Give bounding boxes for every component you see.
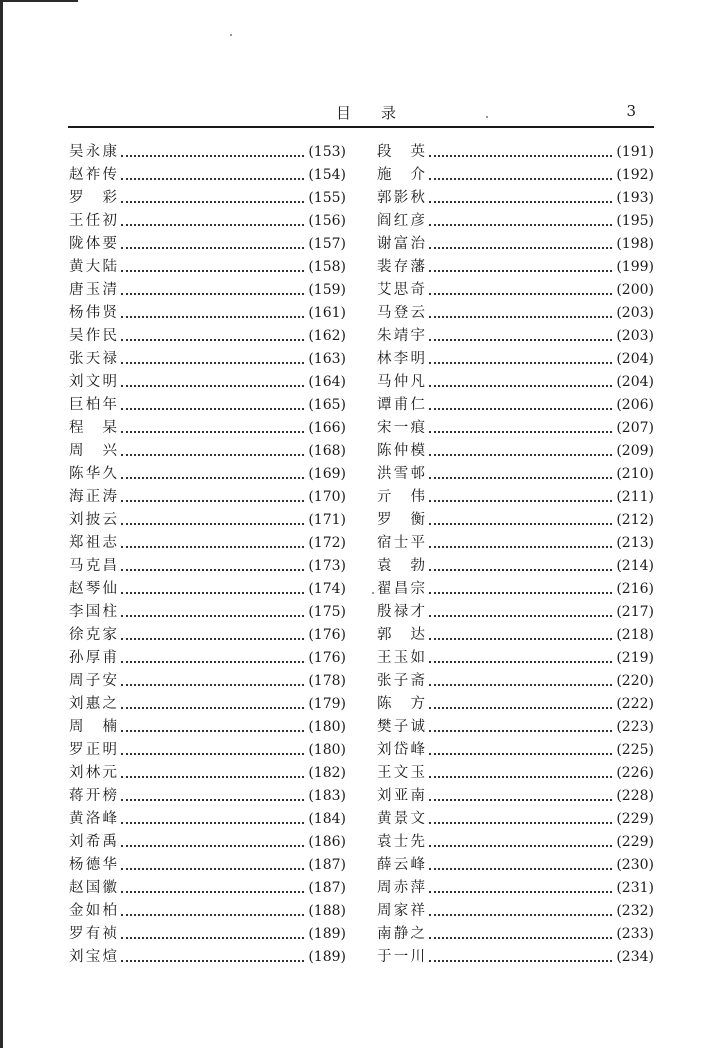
toc-entry-page: (164) — [308, 374, 346, 390]
dot-leader — [121, 155, 304, 157]
toc-entry-name: 艾思奇 — [377, 282, 425, 298]
toc-entry-name: 程杲 — [69, 420, 117, 436]
toc-entry[interactable] — [69, 693, 346, 716]
toc-entry-page: (173) — [308, 558, 346, 574]
dot-leader — [121, 385, 304, 387]
toc-entry-name: 陈方 — [377, 696, 425, 712]
toc-entry-page: (229) — [616, 834, 654, 850]
toc-entry-page: (176) — [308, 627, 346, 643]
toc-entry[interactable] — [69, 785, 346, 808]
page-number: 3 — [626, 102, 636, 120]
toc-entry[interactable] — [377, 923, 654, 946]
dot-leader — [121, 960, 304, 962]
scan-speck — [230, 34, 232, 36]
toc-entry-page: (186) — [308, 834, 346, 850]
toc-entry-name: 阎红彦 — [377, 213, 425, 229]
page-title: 目录 — [336, 104, 427, 122]
toc-entry[interactable] — [377, 670, 654, 693]
toc-entry-page: (216) — [616, 581, 654, 597]
toc-entry-page: (189) — [308, 926, 346, 942]
toc-entry[interactable] — [69, 486, 346, 509]
toc-entry-page: (200) — [616, 282, 654, 298]
toc-entry-page: (154) — [308, 167, 346, 183]
dot-leader — [121, 477, 304, 479]
dot-leader — [429, 569, 612, 571]
scan-speck — [372, 592, 374, 594]
toc-entry-name: 谭甫仁 — [377, 397, 425, 413]
toc-entry-page: (229) — [616, 811, 654, 827]
toc-entry[interactable] — [377, 854, 654, 877]
toc-entry-name: 吴作民 — [69, 328, 117, 344]
toc-entry-name: 吴永康 — [69, 144, 117, 160]
toc-entry-page: (195) — [616, 213, 654, 229]
dot-leader — [121, 868, 304, 870]
toc-entry-name: 周兴 — [69, 443, 117, 459]
dot-leader — [429, 293, 612, 295]
toc-entry[interactable] — [377, 256, 654, 279]
dot-leader — [429, 385, 612, 387]
toc-entry-name: 陇体要 — [69, 236, 117, 252]
toc-entry-page: (214) — [616, 558, 654, 574]
toc-entry[interactable] — [69, 141, 346, 164]
toc-entry-name: 刘文明 — [69, 374, 117, 390]
toc-entry-name: 王任初 — [69, 213, 117, 229]
toc-entry[interactable] — [377, 187, 654, 210]
toc-entry[interactable] — [69, 532, 346, 555]
toc-entry-page: (158) — [308, 259, 346, 275]
dot-leader — [429, 592, 612, 594]
toc-entry[interactable] — [377, 739, 654, 762]
toc-left-column — [69, 141, 346, 969]
toc-entry[interactable] — [377, 624, 654, 647]
toc-entry-page: (203) — [616, 328, 654, 344]
toc-entry[interactable] — [377, 164, 654, 187]
toc-entry-page: (213) — [616, 535, 654, 551]
toc-entry-name: 罗有祯 — [69, 926, 117, 942]
toc-entry-name: 袁勃 — [377, 558, 425, 574]
dot-leader — [429, 776, 612, 778]
dot-leader — [121, 408, 304, 410]
toc-entry-name: 马登云 — [377, 305, 425, 321]
toc-entry[interactable] — [69, 279, 346, 302]
toc-entry-name: 蒋开榜 — [69, 788, 117, 804]
toc-entry-page: (187) — [308, 857, 346, 873]
toc-entry[interactable] — [377, 210, 654, 233]
toc-entry-page: (178) — [308, 673, 346, 689]
dot-leader — [121, 523, 304, 525]
toc-entry[interactable] — [377, 762, 654, 785]
toc-entry-name: 刘希禹 — [69, 834, 117, 850]
toc-entry[interactable] — [377, 486, 654, 509]
toc-entry-page: (220) — [616, 673, 654, 689]
dot-leader — [429, 707, 612, 709]
toc-entry-name: 巨柏年 — [69, 397, 117, 413]
toc-entry[interactable] — [377, 509, 654, 532]
toc-entry-name: 周子安 — [69, 673, 117, 689]
toc-entry[interactable] — [69, 624, 346, 647]
toc-entry-name: 张子斋 — [377, 673, 425, 689]
toc-entry-page: (189) — [308, 949, 346, 965]
toc-entry-name: 刘惠之 — [69, 696, 117, 712]
dot-leader — [429, 224, 612, 226]
toc-entry-page: (169) — [308, 466, 346, 482]
toc-entry-name: 于一川 — [377, 949, 425, 965]
toc-entry[interactable] — [69, 900, 346, 923]
toc-entry-name: 唐玉清 — [69, 282, 117, 298]
toc-entry-page: (233) — [616, 926, 654, 942]
toc-entry-page: (179) — [308, 696, 346, 712]
toc-entry-name: 薛云峰 — [377, 857, 425, 873]
dot-leader — [121, 799, 304, 801]
toc-entry-name: 袁士先 — [377, 834, 425, 850]
toc-entry[interactable] — [377, 371, 654, 394]
toc-entry[interactable] — [69, 325, 346, 348]
toc-entry[interactable] — [69, 302, 346, 325]
dot-leader — [429, 523, 612, 525]
toc-entry-name: 周楠 — [69, 719, 117, 735]
toc-entry-page: (163) — [308, 351, 346, 367]
toc-entry-page: (183) — [308, 788, 346, 804]
toc-entry-name: 黄大陆 — [69, 259, 117, 275]
dot-leader — [121, 753, 304, 755]
toc-entry-page: (234) — [616, 949, 654, 965]
dot-leader — [429, 500, 612, 502]
toc-entry[interactable] — [377, 463, 654, 486]
toc-entry-name: 周赤萍 — [377, 880, 425, 896]
toc-entry-name: 殷禄才 — [377, 604, 425, 620]
toc-entry-name: 黄景文 — [377, 811, 425, 827]
dot-leader — [121, 500, 304, 502]
toc-entry[interactable] — [377, 233, 654, 256]
toc-entry[interactable] — [69, 601, 346, 624]
toc-entry[interactable] — [377, 394, 654, 417]
toc-entry-name: 赵祚传 — [69, 167, 117, 183]
toc-entry-name: 裴存藩 — [377, 259, 425, 275]
toc-entry-page: (184) — [308, 811, 346, 827]
toc-entry-page: (211) — [616, 489, 654, 505]
toc-entry-name: 段英 — [377, 144, 425, 160]
toc-entry-name: 徐克家 — [69, 627, 117, 643]
toc-entry-page: (166) — [308, 420, 346, 436]
dot-leader — [429, 615, 612, 617]
toc-entry-name: 朱靖宇 — [377, 328, 425, 344]
dot-leader — [429, 155, 612, 157]
toc-entry-page: (203) — [616, 305, 654, 321]
dot-leader — [121, 569, 304, 571]
toc-entry-name: 杨德华 — [69, 857, 117, 873]
toc-entry-name: 洪雪邨 — [377, 466, 425, 482]
toc-entry-page: (159) — [308, 282, 346, 298]
toc-entry-name: 林李明 — [377, 351, 425, 367]
page-header — [68, 100, 654, 126]
toc-entry[interactable] — [69, 256, 346, 279]
toc-entry-name: 杨伟贤 — [69, 305, 117, 321]
toc-entry-page: (187) — [308, 880, 346, 896]
toc-entry-page: (162) — [308, 328, 346, 344]
toc-entry-name: 谢富治 — [377, 236, 425, 252]
dot-leader — [121, 270, 304, 272]
toc-entry[interactable] — [377, 877, 654, 900]
dot-leader — [121, 707, 304, 709]
toc-entry[interactable] — [377, 279, 654, 302]
toc-entry-page: (193) — [616, 190, 654, 206]
toc-entry-name: 罗衡 — [377, 512, 425, 528]
toc-entry[interactable] — [69, 440, 346, 463]
toc-entry-name: 刘宝煊 — [69, 949, 117, 965]
dot-leader — [121, 454, 304, 456]
toc-entry[interactable] — [69, 578, 346, 601]
toc-entry-page: (156) — [308, 213, 346, 229]
dot-leader — [429, 730, 612, 732]
toc-entry-name: 王玉如 — [377, 650, 425, 666]
dot-leader — [429, 845, 612, 847]
dot-leader — [429, 247, 612, 249]
dot-leader — [121, 684, 304, 686]
toc-entry-page: (171) — [308, 512, 346, 528]
toc-entry-name: 宿士平 — [377, 535, 425, 551]
toc-entry[interactable] — [69, 555, 346, 578]
toc-entry[interactable] — [377, 440, 654, 463]
toc-entry-name: 孙厚甫 — [69, 650, 117, 666]
toc-entry-name: 王文玉 — [377, 765, 425, 781]
toc-entry-page: (168) — [308, 443, 346, 459]
dot-leader — [429, 201, 612, 203]
dot-leader — [121, 615, 304, 617]
dot-leader — [121, 937, 304, 939]
dot-leader — [121, 247, 304, 249]
toc-entry-name: 陈华久 — [69, 466, 117, 482]
toc-entry[interactable] — [377, 141, 654, 164]
toc-entry-name: 刘披云 — [69, 512, 117, 528]
toc-entry[interactable] — [69, 509, 346, 532]
toc-entry-page: (209) — [616, 443, 654, 459]
dot-leader — [121, 822, 304, 824]
toc-entry-page: (170) — [308, 489, 346, 505]
dot-leader — [121, 776, 304, 778]
toc-entry-name: 施介 — [377, 167, 425, 183]
toc-entry[interactable] — [69, 210, 346, 233]
toc-entry-name: 刘林元 — [69, 765, 117, 781]
dot-leader — [429, 753, 612, 755]
toc-entry-page: (198) — [616, 236, 654, 252]
toc-entry[interactable] — [69, 417, 346, 440]
toc-entry-page: (182) — [308, 765, 346, 781]
dot-leader — [429, 316, 612, 318]
toc-entry[interactable] — [69, 233, 346, 256]
toc-entry[interactable] — [377, 578, 654, 601]
dot-leader — [429, 362, 612, 364]
toc-entry-name: 罗彩 — [69, 190, 117, 206]
toc-entry-page: (206) — [616, 397, 654, 413]
toc-entry-name: 张天禄 — [69, 351, 117, 367]
header-rule — [68, 126, 654, 128]
dot-leader — [121, 293, 304, 295]
toc-entry-name: 周家祥 — [377, 903, 425, 919]
toc-entry-page: (223) — [616, 719, 654, 735]
toc-entry-page: (210) — [616, 466, 654, 482]
dot-leader — [121, 316, 304, 318]
toc-entry-page: (217) — [616, 604, 654, 620]
toc-entry-name: 郑祖志 — [69, 535, 117, 551]
dot-leader — [121, 362, 304, 364]
toc-entry-page: (176) — [308, 650, 346, 666]
toc-entry[interactable] — [377, 831, 654, 854]
dot-leader — [429, 408, 612, 410]
dot-leader — [429, 339, 612, 341]
toc-entry[interactable] — [377, 302, 654, 325]
toc-entry[interactable] — [69, 946, 346, 969]
toc-entry[interactable] — [377, 716, 654, 739]
toc-entry-name: 郭达 — [377, 627, 425, 643]
dot-leader — [429, 960, 612, 962]
toc-entry-page: (225) — [616, 742, 654, 758]
toc-entry-page: (199) — [616, 259, 654, 275]
toc-entry-page: (207) — [616, 420, 654, 436]
toc-entry-page: (174) — [308, 581, 346, 597]
toc-entry-page: (180) — [308, 742, 346, 758]
dot-leader — [121, 638, 304, 640]
toc-entry-name: 海正涛 — [69, 489, 117, 505]
toc-entry-page: (180) — [308, 719, 346, 735]
dot-leader — [121, 730, 304, 732]
toc-entry-name: 马仲凡 — [377, 374, 425, 390]
toc-entry-page: (172) — [308, 535, 346, 551]
dot-leader — [121, 339, 304, 341]
dot-leader — [121, 914, 304, 916]
toc-entry[interactable] — [69, 348, 346, 371]
toc-entry-page: (230) — [616, 857, 654, 873]
dot-leader — [429, 454, 612, 456]
toc-entry-page: (219) — [616, 650, 654, 666]
toc-entry-name: 刘岱峰 — [377, 742, 425, 758]
page-corner-shadow — [0, 0, 78, 2]
toc-entry-page: (204) — [616, 351, 654, 367]
toc-right-column — [377, 141, 654, 969]
toc-entry[interactable] — [69, 808, 346, 831]
dot-leader — [429, 868, 612, 870]
toc-entry-page: (175) — [308, 604, 346, 620]
dot-leader — [121, 845, 304, 847]
toc-entry[interactable] — [377, 900, 654, 923]
toc-entry-page: (226) — [616, 765, 654, 781]
toc-entry[interactable] — [69, 371, 346, 394]
toc-entry[interactable] — [69, 831, 346, 854]
dot-leader — [429, 638, 612, 640]
toc-entry-name: 陈仲模 — [377, 443, 425, 459]
toc-entry[interactable] — [377, 647, 654, 670]
toc-entry[interactable] — [69, 762, 346, 785]
toc-entry[interactable] — [377, 693, 654, 716]
toc-entry-page: (192) — [616, 167, 654, 183]
dot-leader — [429, 914, 612, 916]
toc-entry[interactable] — [377, 417, 654, 440]
toc-entry-name: 宋一痕 — [377, 420, 425, 436]
toc-entry-name: 李国柱 — [69, 604, 117, 620]
toc-entry-page: (232) — [616, 903, 654, 919]
dot-leader — [429, 270, 612, 272]
dot-leader — [429, 799, 612, 801]
toc-entry[interactable] — [69, 854, 346, 877]
toc-entry-page: (157) — [308, 236, 346, 252]
toc-entry-page: (191) — [616, 144, 654, 160]
toc-entry[interactable] — [377, 555, 654, 578]
toc-entry[interactable] — [69, 164, 346, 187]
dot-leader — [429, 431, 612, 433]
dot-leader — [429, 684, 612, 686]
dot-leader — [121, 431, 304, 433]
toc-entry[interactable] — [69, 647, 346, 670]
toc-entry-name: 刘亚南 — [377, 788, 425, 804]
dot-leader — [429, 661, 612, 663]
toc-entry-name: 南静之 — [377, 926, 425, 942]
dot-leader — [121, 178, 304, 180]
toc-entry-name: 亓伟 — [377, 489, 425, 505]
toc-entry-page: (153) — [308, 144, 346, 160]
dot-leader — [429, 937, 612, 939]
toc-entry-name: 赵琴仙 — [69, 581, 117, 597]
dot-leader — [121, 224, 304, 226]
dot-leader — [121, 661, 304, 663]
toc-entry-page: (188) — [308, 903, 346, 919]
toc-entry-page: (228) — [616, 788, 654, 804]
toc-entry[interactable] — [377, 601, 654, 624]
toc-entry[interactable] — [69, 187, 346, 210]
toc-entry-page: (212) — [616, 512, 654, 528]
toc-entry[interactable] — [69, 670, 346, 693]
toc-entry-page: (204) — [616, 374, 654, 390]
toc-entry-name: 翟昌宗 — [377, 581, 425, 597]
toc-entry-name: 黄洛峰 — [69, 811, 117, 827]
toc-entry[interactable] — [69, 923, 346, 946]
dot-leader — [121, 891, 304, 893]
toc-entry-page: (222) — [616, 696, 654, 712]
toc-entry-page: (155) — [308, 190, 346, 206]
toc-entry-name: 樊子诚 — [377, 719, 425, 735]
toc-entry[interactable] — [69, 739, 346, 762]
toc-entry[interactable] — [69, 716, 346, 739]
dot-leader — [121, 592, 304, 594]
dot-leader — [429, 822, 612, 824]
dot-leader — [121, 201, 304, 203]
page-edge-shadow — [0, 0, 3, 1048]
dot-leader — [429, 891, 612, 893]
toc-entry[interactable] — [377, 532, 654, 555]
toc-entry-name: 罗正明 — [69, 742, 117, 758]
toc-entry-name: 马克昌 — [69, 558, 117, 574]
dot-leader — [429, 546, 612, 548]
toc-entry-page: (161) — [308, 305, 346, 321]
toc-entry[interactable] — [377, 785, 654, 808]
toc-entry[interactable] — [377, 325, 654, 348]
toc-entry-page: (218) — [616, 627, 654, 643]
dot-leader — [121, 546, 304, 548]
toc-entry[interactable] — [69, 877, 346, 900]
toc-entry-page: (231) — [616, 880, 654, 896]
toc-entry-name: 郭影秋 — [377, 190, 425, 206]
toc-entry-page: (165) — [308, 397, 346, 413]
toc-entry[interactable] — [69, 463, 346, 486]
toc-entry[interactable] — [377, 808, 654, 831]
toc-entry-name: 金如柏 — [69, 903, 117, 919]
toc-entry[interactable] — [69, 394, 346, 417]
toc-entry[interactable] — [377, 946, 654, 969]
toc-entry-name: 赵国徽 — [69, 880, 117, 896]
toc-entry[interactable] — [377, 348, 654, 371]
dot-leader — [429, 477, 612, 479]
dot-leader — [429, 178, 612, 180]
